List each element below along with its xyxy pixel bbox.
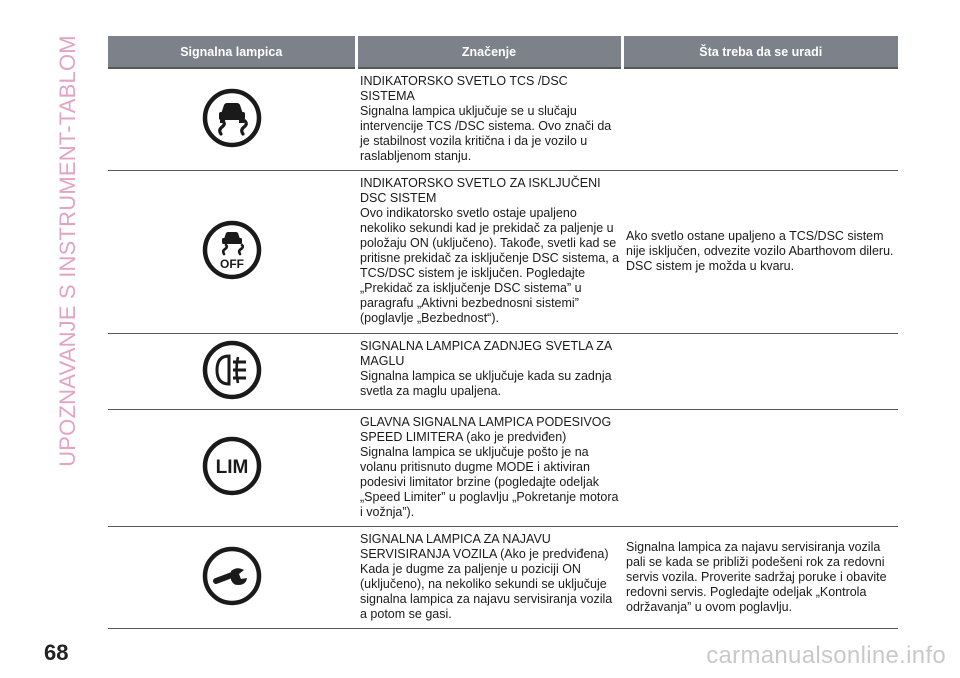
table-row xyxy=(108,410,898,527)
signal-description: Kada je dugme za paljenje u poziciji ON (uključeno), na nekoliko sekundi se uključuje signalna lampica za najavu servisiranja vozila a potom se gasi. xyxy=(360,562,613,621)
action-cell xyxy=(622,410,898,527)
icon-cell xyxy=(108,410,356,527)
action-cell xyxy=(622,334,898,410)
page-number: 68 xyxy=(44,640,69,665)
signal-description: Ovo indikatorsko svetlo ostaje upaljeno nekoliko sekundi kad je prekidač za paljenje u položaju ON (uključeno). Takođe, svetli kad se pritisne prekidač za isključenje DSC sistema, a TCS/DSC sistem je isključen. Pogledajte „Prekidač za isključenje DSC sistema” u paragrafu „Aktivni bezbednosni sistemi” (poglavlje „Bezbednost“). xyxy=(360,206,620,325)
site-watermark: carmanualsonline.info xyxy=(706,642,946,669)
chapter-side-title xyxy=(50,36,86,466)
action-text: Signalna lampica za najavu servisiranja vozila pali se kada se približi podešeni rok za redovni servis vozila. Proverite sadržaj poruke i obavite redovni servis. Pogledajte odeljak „Kontrola održavanja” u ovom poglavlju. xyxy=(626,539,887,614)
signal-title: SIGNALNA LAMPICA ZA NAJAVU SERVISIRANJA VOZILA (Ako je predviđena) xyxy=(360,532,609,561)
meaning-cell xyxy=(356,527,622,629)
chapter-title-text: UPOZNAVANJE S INSTRUMENT-TABLOM xyxy=(55,35,81,467)
table-row xyxy=(108,527,898,629)
lim-label: LIM xyxy=(215,457,249,478)
table-row xyxy=(108,334,898,410)
icon-cell xyxy=(108,171,356,334)
speed-limiter-icon xyxy=(200,434,264,498)
action-text: Ako svetlo ostane upaljeno a TCS/DSC sistem nije isključen, odvezite vozilo Abarthovom dileru. DSC sistem je možda u kvaru. xyxy=(626,229,894,273)
action-cell xyxy=(622,527,898,629)
tcs-dsc-skid-icon xyxy=(200,86,264,150)
off-label: OFF xyxy=(220,257,244,271)
table-header-row xyxy=(108,36,898,68)
signal-title: GLAVNA SIGNALNA LAMPICA PODESIVOG SPEED LIMITERA (ako je predviđen) xyxy=(360,415,612,444)
table-row xyxy=(108,171,898,334)
meaning-cell xyxy=(356,334,622,410)
dsc-off-icon xyxy=(200,218,264,282)
action-cell xyxy=(622,68,898,171)
signal-title: INDIKATORSKO SVETLO ZA ISKLJUČENI DSC SISTEM xyxy=(360,176,601,205)
signal-description: Signalna lampica uključuje se u slučaju intervencije TCS /DSC sistema. Ovo znači da je stabilnost vozila kritična i da je vozilo u raslabljenom stanju. xyxy=(360,104,612,163)
action-cell xyxy=(622,171,898,334)
header-signal-lamp: Signalna lampica xyxy=(108,36,356,68)
signal-description: Signalna lampica se uključuje kada su zadnja svetla za maglu upaljena. xyxy=(360,369,612,398)
wrench-icon xyxy=(200,544,264,608)
signal-title: INDIKATORSKO SVETLO TCS /DSC SISTEMA xyxy=(360,74,568,103)
meaning-cell xyxy=(356,171,622,334)
meaning-cell xyxy=(356,410,622,527)
rear-fog-light-icon xyxy=(200,338,264,402)
signal-title: SIGNALNA LAMPICA ZADNJEG SVETLA ZA MAGLU xyxy=(360,339,612,368)
signal-lamp-table xyxy=(108,36,898,629)
meaning-cell xyxy=(356,68,622,171)
signal-description: Signalna lampica se uključuje pošto je na volanu pritisnuto dugme MODE i aktiviran podesivi limitator brzine (pogledajte odeljak „Speed Limiter” u poglavlju „Pokretanje motora i vožnja”). xyxy=(360,445,619,519)
table-row xyxy=(108,68,898,171)
icon-cell xyxy=(108,334,356,410)
header-meaning: Značenje xyxy=(356,36,622,68)
header-action: Šta treba da se uradi xyxy=(622,36,898,68)
icon-cell xyxy=(108,68,356,171)
icon-cell xyxy=(108,527,356,629)
